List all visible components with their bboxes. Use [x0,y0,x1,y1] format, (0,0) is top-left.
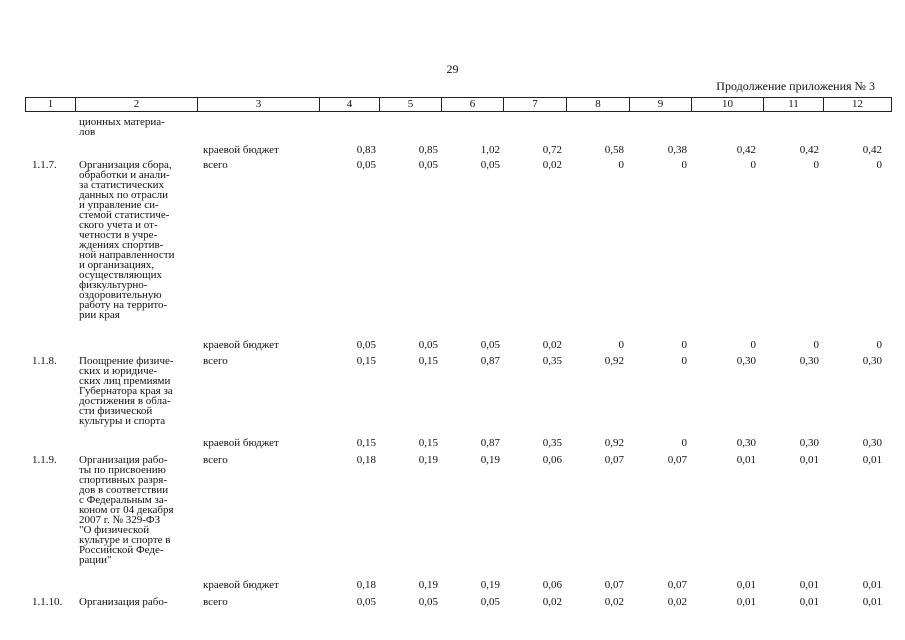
col-header: 4 [320,98,380,112]
row-value: 0,02 [667,596,687,608]
row-value: 0,85 [418,144,438,156]
row-value: 0,05 [418,159,438,171]
col-header: 1 [26,98,76,112]
row-value: 0,06 [542,579,562,591]
funding-source: всего [203,159,228,171]
row-number: 1.1.8. [32,355,57,367]
row-value: 0,01 [799,579,819,591]
row-value: 0,15 [356,355,376,367]
row-title: Поощрение физиче- ских и юридиче- ских лиц премиями Губернатора края за достижения в обла- сти физической культуры и спорта [79,355,174,427]
funding-source: краевой бюджет [203,579,279,591]
row-number: 1.1.9. [32,454,57,466]
col-header: 9 [630,98,692,112]
row-value: 0,19 [480,579,500,591]
row-value: 0,92 [604,355,624,367]
row-value: 0,01 [736,596,756,608]
col-header: 3 [198,98,320,112]
row-value: 0 [681,159,687,171]
row-value: 0 [876,159,882,171]
row-value: 0,05 [418,339,438,351]
col-header: 8 [567,98,630,112]
row-value: 0 [681,339,687,351]
row-value: 0 [750,339,756,351]
funding-source: всего [203,454,228,466]
row-value: 0,18 [356,579,376,591]
row-value: 0 [876,339,882,351]
row-value: 0,30 [799,437,819,449]
row-value: 0,58 [604,144,624,156]
row-value: 0,05 [356,159,376,171]
row-value: 0,87 [480,437,500,449]
col-header: 2 [76,98,198,112]
funding-source: всего [203,355,228,367]
row-value: 0,07 [667,579,687,591]
col-header: 6 [442,98,504,112]
row-value: 0,15 [418,437,438,449]
row-value: 0,01 [736,454,756,466]
row-value: 0,72 [542,144,562,156]
row-value: 0,02 [542,159,562,171]
row-value: 0,19 [418,454,438,466]
col-header: 10 [692,98,764,112]
row-value: 0,30 [862,355,882,367]
col-header: 12 [824,98,892,112]
row-value: 0,01 [799,596,819,608]
row-number: 1.1.10. [32,596,63,608]
row-title: ционных материа- лов [79,116,165,138]
row-value: 0,01 [736,579,756,591]
row-value: 0,30 [736,355,756,367]
row-value: 0,83 [356,144,376,156]
row-value: 0 [813,339,819,351]
row-value: 1,02 [480,144,500,156]
row-value: 0,01 [862,596,882,608]
row-value: 0,19 [480,454,500,466]
row-value: 0,15 [418,355,438,367]
funding-source: краевой бюджет [203,144,279,156]
col-header: 7 [504,98,567,112]
row-value: 0,35 [542,437,562,449]
row-value: 0,30 [736,437,756,449]
funding-source: краевой бюджет [203,339,279,351]
row-value: 0 [750,159,756,171]
row-title: Организация сбора, обработки и анали- за статистических данных по отрасли и управление си- стемой статистиче- ского учета и от- четности в учре- ждениях спортив- ной направленности и организациях, осуществляющих физкультурно- оздоровительную работу на террито- рии края [79,159,175,321]
row-value: 0,42 [799,144,819,156]
col-header: 5 [380,98,442,112]
row-value: 0,19 [418,579,438,591]
row-value: 0 [813,159,819,171]
row-value: 0,30 [862,437,882,449]
row-value: 0,02 [604,596,624,608]
row-value: 0 [681,437,687,449]
row-value: 0,05 [480,159,500,171]
row-value: 0,92 [604,437,624,449]
row-value: 0,01 [799,454,819,466]
row-value: 0,07 [667,454,687,466]
row-value: 0,38 [667,144,687,156]
row-value: 0,06 [542,454,562,466]
row-value: 0,42 [736,144,756,156]
col-header: 11 [764,98,824,112]
funding-source: всего [203,596,228,608]
row-value: 0,05 [356,596,376,608]
row-title: Организация рабо- ты по присвоению спортивных разря- дов в соответствии с Федеральным за- коном от 04 декабря 2007 г. № 329-ФЗ "О физической культуре и спорте в Российской Феде- рации" [79,454,174,566]
row-value: 0,01 [862,454,882,466]
row-value: 0,01 [862,579,882,591]
row-value: 0 [618,159,624,171]
page-number: 29 [446,62,459,76]
row-value: 0,18 [356,454,376,466]
row-value: 0,05 [356,339,376,351]
row-value: 0 [618,339,624,351]
row-number: 1.1.7. [32,159,57,171]
row-value: 0,30 [799,355,819,367]
row-value: 0,07 [604,454,624,466]
row-value: 0,87 [480,355,500,367]
row-value: 0,07 [604,579,624,591]
funding-source: краевой бюджет [203,437,279,449]
row-value: 0 [681,355,687,367]
row-value: 0,15 [356,437,376,449]
row-value: 0,05 [480,339,500,351]
row-value: 0,02 [542,339,562,351]
row-value: 0,42 [862,144,882,156]
row-value: 0,35 [542,355,562,367]
row-value: 0,02 [542,596,562,608]
row-value: 0,05 [418,596,438,608]
row-title: Организация рабо- [79,596,168,608]
continuation-caption: Продолжение приложения № 3 [716,79,875,93]
row-value: 0,05 [480,596,500,608]
